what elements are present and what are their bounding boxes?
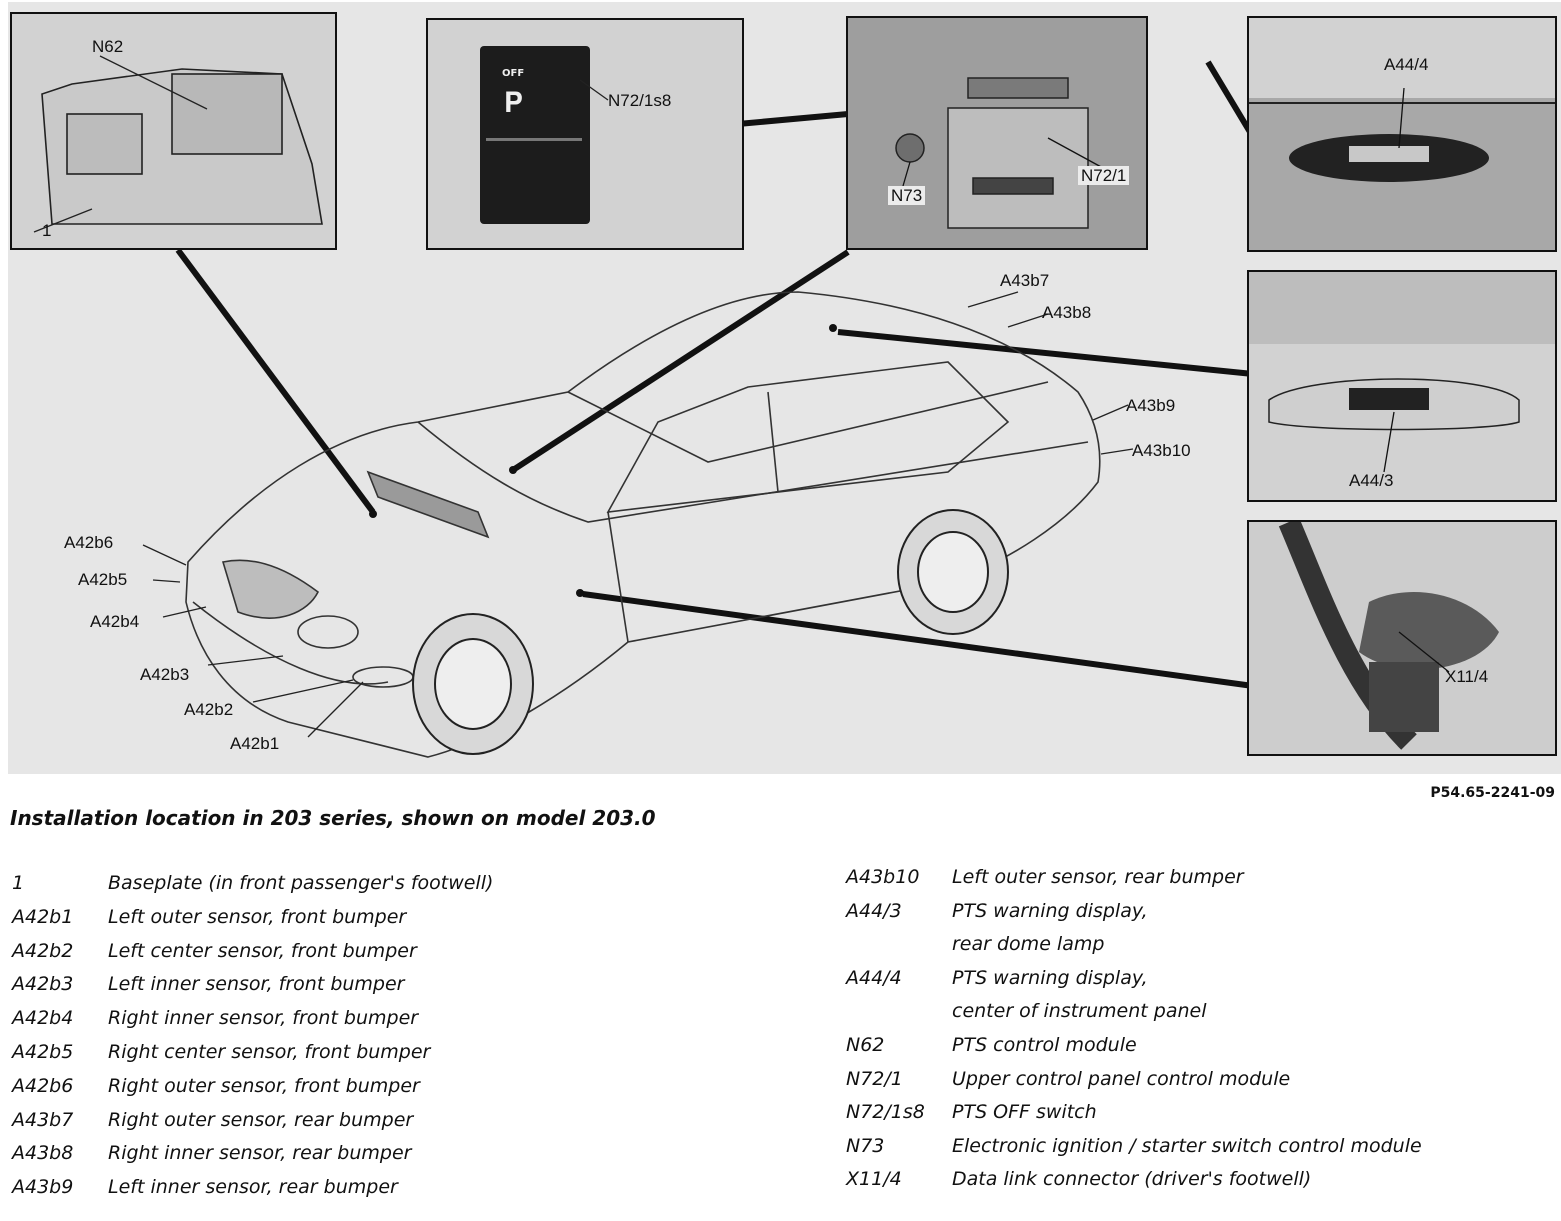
inset-dashboard bbox=[846, 16, 1148, 250]
legend-right bbox=[846, 866, 1558, 1211]
legend-code: X11/4 bbox=[846, 1168, 902, 1191]
inset-a44-4 bbox=[1247, 16, 1557, 252]
legend-code: N62 bbox=[846, 1034, 885, 1056]
data-link-connector-drawing bbox=[1249, 522, 1557, 756]
inset-a44-3 bbox=[1247, 270, 1557, 502]
legend-code: 1 bbox=[12, 872, 25, 894]
legend-description: Left center sensor, front bumper bbox=[108, 939, 417, 962]
legend-description: Data link connector (driver's footwell) bbox=[952, 1168, 1312, 1191]
legend-description: Left outer sensor, front bumper bbox=[108, 905, 407, 928]
legend-code: A44/3 bbox=[846, 899, 902, 922]
callout-a44-3: A44/3 bbox=[1349, 471, 1394, 490]
callout-a43b8: A43b8 bbox=[1042, 303, 1092, 322]
callout-a44-4: A44/4 bbox=[1384, 55, 1429, 74]
inset-pts-off-switch bbox=[426, 18, 744, 250]
legend-code: N72/1s8 bbox=[846, 1101, 925, 1124]
legend-description-continued: center of instrument panel bbox=[952, 1000, 1207, 1023]
callout-n72-1s8: N72/1s8 bbox=[608, 91, 672, 110]
legend-description: Right inner sensor, rear bumper bbox=[108, 1142, 412, 1165]
installation-diagram bbox=[8, 2, 1561, 774]
legend-code: A42b1 bbox=[12, 905, 74, 928]
inset-x11-4 bbox=[1247, 520, 1557, 756]
leader-n62 bbox=[178, 250, 373, 512]
legend-description: Left inner sensor, front bumper bbox=[108, 973, 405, 996]
legend-description: Left outer sensor, rear bumper bbox=[952, 866, 1244, 888]
legend-description: Right center sensor, front bumper bbox=[108, 1041, 431, 1063]
leader-switch bbox=[738, 114, 848, 124]
callout-a42b5: A42b5 bbox=[78, 570, 128, 589]
callout-a42b6: A42b6 bbox=[64, 533, 114, 552]
legend-description: Right inner sensor, front bumper bbox=[108, 1007, 419, 1030]
legend-description: Electronic ignition / starter switch control module bbox=[952, 1134, 1422, 1157]
module-drawing bbox=[12, 14, 337, 250]
inset-n62-module bbox=[10, 12, 337, 250]
legend-code: A43b9 bbox=[12, 1176, 74, 1199]
legend-left bbox=[12, 872, 802, 1212]
switch-off-label: OFF bbox=[502, 68, 525, 79]
legend-code: A42b6 bbox=[12, 1074, 74, 1097]
callout-x11-4: X11/4 bbox=[1445, 667, 1489, 686]
legend-description: PTS control module bbox=[952, 1034, 1137, 1056]
legend-code: A42b2 bbox=[12, 939, 74, 962]
legend-code: N73 bbox=[846, 1134, 885, 1157]
callout-a43b9: A43b9 bbox=[1126, 396, 1176, 415]
callout-n62: N62 bbox=[92, 37, 124, 56]
dome-lamp-drawing bbox=[1249, 272, 1557, 502]
legend-description: PTS warning display, bbox=[952, 966, 1148, 989]
legend-description: Upper control panel control module bbox=[952, 1067, 1291, 1090]
legend-description: PTS warning display, bbox=[952, 899, 1148, 922]
legend-description: Right outer sensor, front bumper bbox=[108, 1074, 420, 1097]
callout-n73: N73 bbox=[888, 186, 925, 205]
legend-code: A42b5 bbox=[12, 1041, 74, 1063]
callout-n72-1: N72/1 bbox=[1078, 166, 1129, 185]
legend-code: A42b3 bbox=[12, 973, 74, 996]
legend-description-continued: rear dome lamp bbox=[952, 933, 1105, 956]
callout-a43b10: A43b10 bbox=[1132, 441, 1191, 460]
figure-caption: Installation location in 203 series, shown on model 203.0 bbox=[10, 806, 656, 830]
parking-icon: 𝐏 bbox=[504, 86, 523, 119]
legend-code: A43b8 bbox=[12, 1142, 74, 1165]
legend-code: A44/4 bbox=[846, 966, 902, 989]
callout-baseplate: 1 bbox=[42, 221, 52, 240]
legend-code: A42b4 bbox=[12, 1007, 74, 1030]
callout-a42b4: A42b4 bbox=[90, 612, 140, 631]
callout-a42b3: A42b3 bbox=[140, 665, 190, 684]
dashboard-drawing bbox=[848, 18, 1148, 250]
wheels bbox=[413, 510, 1008, 754]
callout-a42b1: A42b1 bbox=[230, 734, 280, 753]
callout-a43b7: A43b7 bbox=[1000, 271, 1050, 290]
leader-dash bbox=[513, 252, 848, 470]
callout-a42b2: A42b2 bbox=[184, 700, 234, 719]
legend-description: Right outer sensor, rear bumper bbox=[108, 1108, 414, 1131]
legend-description: PTS OFF switch bbox=[952, 1101, 1097, 1124]
figure-reference: P54.65-2241-09 bbox=[1430, 785, 1555, 801]
legend-code: N72/1 bbox=[846, 1067, 903, 1090]
legend-code: A43b10 bbox=[846, 866, 920, 888]
instrument-panel-drawing bbox=[1249, 18, 1557, 252]
legend-code: A43b7 bbox=[12, 1108, 74, 1131]
legend-description: Baseplate (in front passenger's footwell) bbox=[108, 872, 494, 894]
legend-description: Left inner sensor, rear bumper bbox=[108, 1176, 398, 1199]
